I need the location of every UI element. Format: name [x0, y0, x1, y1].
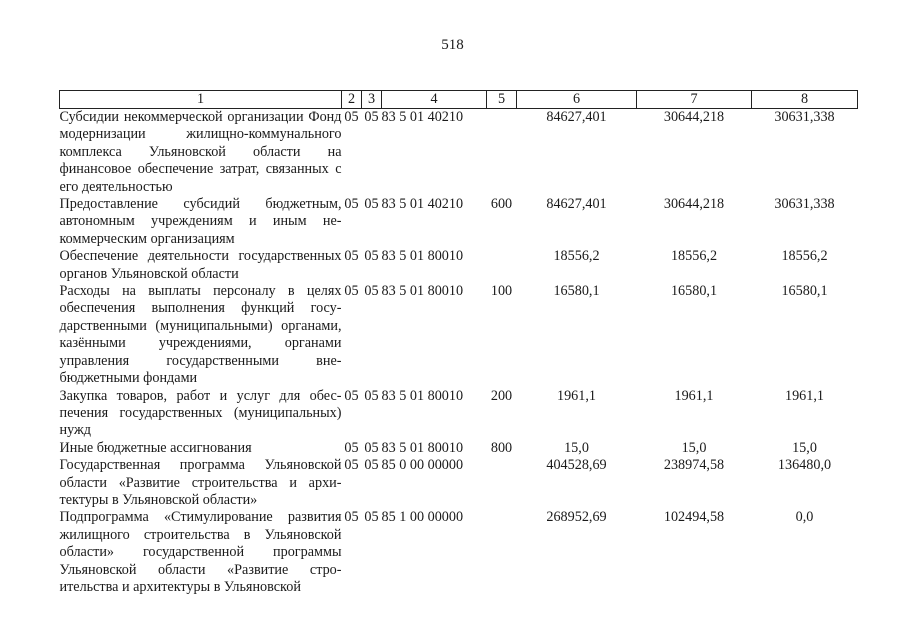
row-target-article: 83 5 01 80010	[381, 248, 464, 265]
row-name: Подпрограмма «Стимулирование развития жилищного строительства в Ульяновской области» государственной программы Ульяновской области «Развитие строительства и архитектуры в Ульяновской	[59, 509, 342, 595]
column-header: 6	[517, 91, 637, 109]
row-amount-col6: 15,0	[564, 439, 589, 456]
row-name: Предоставление субсидий бюджетным, автономным учреждениям и иным некоммерческим организациям	[59, 196, 342, 247]
table-row	[60, 196, 858, 248]
row-target-article: 85 1 00 00000	[381, 509, 464, 526]
row-section: 05	[344, 457, 359, 474]
row-amount-col7: 1961,1	[674, 387, 714, 404]
column-header: 3	[362, 91, 382, 109]
table-row	[60, 248, 858, 283]
row-expense-type: 200	[490, 387, 513, 404]
row-section: 05	[344, 283, 359, 300]
row-amount-col7: 238974,58	[663, 457, 725, 474]
row-target-article: 83 5 01 80010	[381, 387, 464, 404]
row-target-article: 83 5 01 40210	[381, 109, 464, 125]
row-amount-col8: 1961,1	[784, 387, 824, 404]
row-subsection: 05	[364, 387, 379, 404]
row-expense-type	[487, 509, 517, 596]
row-target-article: 83 5 01 80010	[381, 439, 464, 456]
row-amount-col8: 18556,2	[781, 248, 828, 265]
column-header: 7	[637, 91, 752, 109]
row-expense-type: 800	[490, 439, 513, 456]
row-amount-col8: 30631,338	[774, 196, 835, 213]
row-amount-col7: 30644,218	[663, 109, 725, 125]
row-subsection: 05	[364, 439, 379, 456]
row-amount-col6: 84627,401	[546, 109, 607, 125]
row-subsection: 05	[364, 283, 379, 300]
page-number: 518	[441, 37, 464, 53]
row-name: Закупка товаров, работ и услуг для обеспечения государственных (муниципальных) нужд	[59, 387, 342, 439]
table-row	[60, 509, 858, 596]
row-subsection: 05	[364, 457, 379, 474]
row-section: 05	[344, 387, 359, 404]
row-expense-type	[487, 457, 517, 509]
row-target-article: 83 5 01 40210	[381, 196, 464, 213]
column-header: 2	[342, 91, 362, 109]
row-amount-col8: 15,0	[792, 439, 817, 456]
row-target-article: 85 0 00 00000	[381, 457, 464, 474]
row-amount-col8: 0,0	[795, 509, 814, 526]
row-amount-col7: 16580,1	[670, 283, 718, 300]
row-subsection: 05	[364, 248, 379, 265]
table-header-row	[60, 91, 858, 109]
row-expense-type: 600	[490, 196, 513, 213]
row-section: 05	[344, 248, 359, 265]
column-header: 8	[752, 91, 858, 109]
row-expense-type: 100	[490, 283, 513, 300]
row-name: Обеспечение деятельности государственных органов Ульяновской области	[59, 248, 342, 282]
row-name: Расходы на выплаты персоналу в целях обеспечения выполнения функций государственными (муниципальными) органами, казёнными учреждениями, органами управления государственными внебюджетными фондами	[59, 283, 342, 387]
row-target-article: 83 5 01 80010	[381, 283, 464, 300]
row-section: 05	[344, 196, 359, 213]
row-amount-col7: 30644,218	[663, 196, 725, 213]
row-amount-col6: 268952,69	[546, 509, 607, 526]
row-name: Государственная программа Ульяновской области «Развитие строительства и архитектуры в Ульяновской области»	[59, 457, 342, 508]
row-amount-col8: 136480,0	[777, 457, 832, 474]
row-name: Иные бюджетные ассигнования	[59, 439, 252, 456]
row-amount-col7: 15,0	[681, 439, 707, 456]
row-section: 05	[344, 439, 359, 456]
row-amount-col8: 30631,338	[774, 109, 835, 125]
table-row	[60, 440, 858, 457]
row-expense-type	[487, 109, 517, 197]
row-subsection: 05	[364, 196, 379, 213]
table-row	[60, 457, 858, 509]
column-header: 5	[487, 91, 517, 109]
column-header: 1	[60, 91, 342, 109]
table-row	[60, 388, 858, 440]
table-row	[60, 109, 858, 197]
row-amount-col6: 404528,69	[546, 457, 607, 474]
row-amount-col6: 18556,2	[553, 248, 600, 265]
column-header: 4	[382, 91, 487, 109]
row-amount-col8: 16580,1	[781, 283, 828, 300]
row-amount-col7: 102494,58	[663, 509, 725, 526]
row-section: 05	[344, 509, 359, 526]
row-name: Субсидии некоммерческой организации Фонд модернизации жилищно-коммунального комплекса Ульяновской области на финансовое обеспечение затрат, связанных с его деятельностью	[59, 109, 342, 195]
table-row	[60, 283, 858, 387]
row-subsection: 05	[364, 509, 379, 526]
row-amount-col6: 16580,1	[553, 283, 600, 300]
row-amount-col6: 84627,401	[546, 196, 607, 213]
budget-table	[59, 90, 858, 596]
row-section: 05	[344, 109, 359, 125]
row-subsection: 05	[364, 109, 379, 125]
row-amount-col7: 18556,2	[670, 248, 718, 265]
row-amount-col6: 1961,1	[556, 387, 596, 404]
row-expense-type	[487, 248, 517, 283]
